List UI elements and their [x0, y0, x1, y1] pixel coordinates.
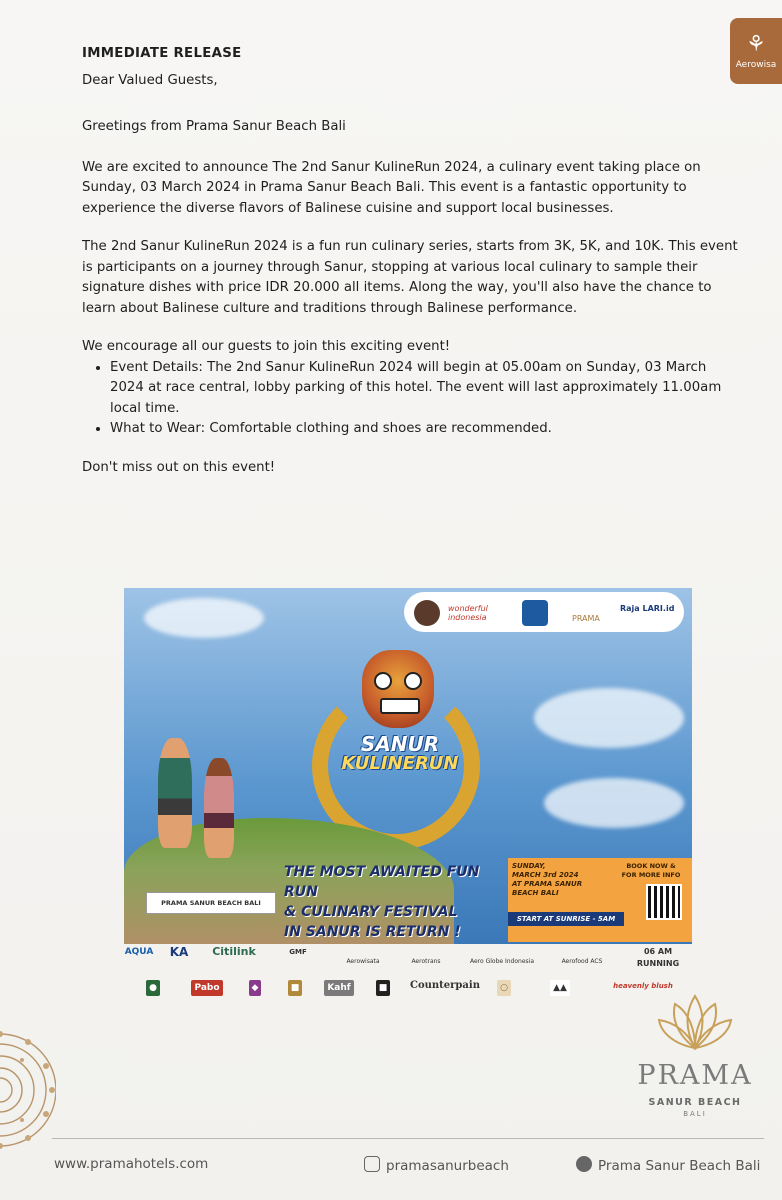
sponsor-logo: KA [169, 945, 189, 959]
sponsor-row-1 [120, 946, 692, 972]
sponsor-logo: Counterpain [410, 980, 480, 991]
book-now-text: BOOK NOW & FOR MORE INFO [621, 862, 681, 879]
instagram-icon [364, 1156, 380, 1172]
sponsor-row-2 [120, 980, 692, 1006]
logo-line-kulinerun: KULINERUN [341, 753, 459, 774]
brand-subtitle: SANUR BEACH [648, 1097, 742, 1108]
corner-logo-label: Aerowisa [735, 60, 777, 70]
event-date: SUNDAY, MARCH 3rd 2024 AT PRAMA SANUR BEACH BALI [512, 862, 583, 897]
sponsor-logo: 06 AM RUNNING [636, 947, 680, 968]
cloud-shape [534, 688, 684, 748]
letter-body [82, 44, 742, 478]
sponsor-rajalari: Raja LARI.id [620, 604, 675, 613]
cloud-shape [544, 778, 684, 828]
sponsor-logo-badge: ○ [492, 980, 516, 1006]
lotus-icon [655, 990, 735, 1054]
sponsor-logo-badge: ■ [368, 980, 398, 1006]
sponsor-logo: heavenly blush [613, 982, 673, 990]
footer-instagram[interactable]: pramasanurbeach [364, 1156, 509, 1174]
greeting: Greetings from Prama Sanur Beach Bali [82, 119, 346, 134]
sponsor-logo: AQUA [124, 947, 154, 957]
brand-name: PRAMA [637, 1060, 753, 1091]
barong-mask-icon [362, 650, 434, 728]
sponsor-logo: Aerowisata [346, 958, 380, 965]
cloud-shape [144, 598, 264, 638]
salutation: Dear Valued Guests, [82, 72, 218, 88]
mandala-ornament-icon [0, 1000, 56, 1180]
closing-line: Don't miss out on this event! [82, 459, 276, 475]
hotel-sign: PRAMA SANUR BEACH BALI [146, 892, 276, 914]
prama-brand-logo [620, 990, 770, 1118]
female-runner-illustration [204, 758, 234, 858]
sponsor-logo: Aerotrans [411, 958, 441, 965]
top-sponsor-pill [404, 592, 684, 632]
sponsor-logo-badge: ■ [280, 980, 310, 1006]
poster-tagline: THE MOST AWAITED FUN RUN & CULINARY FESTIVAL IN SANUR IS RETURN ! [284, 864, 480, 940]
event-details-list [82, 358, 742, 440]
runner-mark-icon: ⚘ [746, 32, 766, 57]
sponsor-wonderful-indonesia: wonderful indonesia [448, 604, 488, 622]
event-poster [124, 588, 692, 944]
qr-code-icon[interactable] [646, 884, 682, 920]
footer-divider [52, 1138, 764, 1139]
sponsor-logo: Aero Globe Indonesia [469, 958, 534, 965]
list-item-what-to-wear: • What to Wear: Comfortable clothing and shoes are recommended. [110, 419, 742, 440]
sponsor-logo-badge: ▲▲ [530, 980, 590, 1006]
brand-location: BALI [683, 1110, 707, 1118]
footer-website[interactable]: www.pramahotels.com [54, 1156, 209, 1172]
footer-facebook[interactable]: Prama Sanur Beach Bali [576, 1156, 760, 1174]
male-runner-illustration [158, 738, 192, 848]
sponsor-logo: Citilink [212, 945, 256, 958]
shield-emblem-icon [522, 600, 548, 626]
sponsor-logo-badge: ● [138, 980, 168, 1006]
sponsor-logo: Pabo [190, 980, 224, 1006]
facebook-icon [576, 1156, 592, 1172]
sponsor-logo: Kahf [322, 980, 356, 1006]
sponsor-logo-badge: ◆ [240, 980, 270, 1006]
paragraph-encourage: We encourage all our guests to join this exciting event! [82, 339, 451, 354]
kulinerun-logo [330, 734, 470, 774]
release-heading: IMMEDIATE RELEASE [82, 46, 242, 61]
sponsor-prama: PRAMA [572, 614, 600, 623]
logo-line-sanur: SANUR [360, 732, 440, 756]
paragraph-announcement: We are excited to announce The 2nd Sanur KulineRun 2024, a culinary event taking place on Sunday, 03 March 2024 in Prama Sanur Beach Bali. This event is a fantastic opportunity to experience the diverse flavors of Balinese cuisine and support local businesses. [82, 159, 701, 216]
list-item-event-details: • Event Details: The 2nd Sanur KulineRun 2024 will begin at 05.00am on Sunday, 03 March 2024 at race central, lobby parking of this hotel. The event will last approximately 11.00am local time. [110, 358, 742, 420]
sponsor-logo: Aerofood ACS [561, 958, 603, 965]
event-info-box [508, 858, 692, 942]
paragraph-description: The 2nd Sanur KulineRun 2024 is a fun run culinary series, starts from 3K, 5K, and 10K. This event is participants on a journey through Sanur, stopping at various local culinary to sample their signature dishes with price IDR 20.000 all items. Along the way, you'll also have the chance to learn about Balinese culture and traditions through Balinese performance. [82, 239, 738, 316]
start-time-banner: START AT SUNRISE - 5AM [508, 912, 624, 926]
sponsor-logo: GMF [289, 948, 307, 956]
government-seal-icon [414, 600, 440, 626]
